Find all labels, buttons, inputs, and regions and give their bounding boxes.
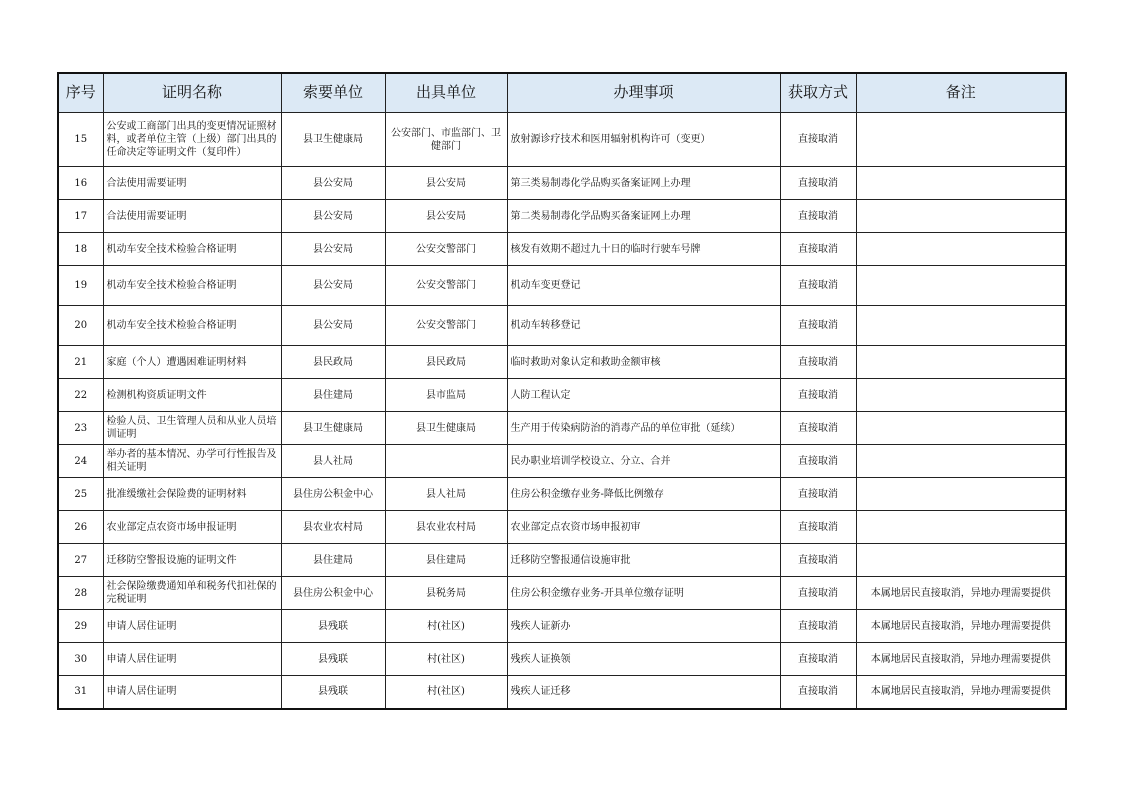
cell-no: 16 [58,167,103,200]
cell-issuer: 县市监局 [385,379,507,412]
cell-note [856,445,1066,478]
cell-note: 本属地居民直接取消，异地办理需要提供 [856,676,1066,709]
table-row [58,478,1066,511]
cell-name: 机动车安全技术检验合格证明 [103,306,281,346]
table-row [58,167,1066,200]
cell-requester: 县农业农村局 [281,511,385,544]
cell-requester: 县残联 [281,610,385,643]
cell-method: 直接取消 [780,346,856,379]
cell-name: 检测机构资质证明文件 [103,379,281,412]
table-row [58,233,1066,266]
table-row [58,610,1066,643]
cell-note [856,167,1066,200]
cell-method: 直接取消 [780,643,856,676]
table-row [58,511,1066,544]
table-row [58,676,1066,709]
cell-method: 直接取消 [780,445,856,478]
cell-method: 直接取消 [780,610,856,643]
table-row [58,266,1066,306]
cell-no: 24 [58,445,103,478]
cell-method: 直接取消 [780,511,856,544]
cell-matter: 迁移防空警报通信设施审批 [507,544,780,577]
cell-matter: 民办职业培训学校设立、分立、合并 [507,445,780,478]
cell-name: 合法使用需要证明 [103,167,281,200]
cell-name: 申请人居住证明 [103,643,281,676]
cell-note [856,478,1066,511]
cell-method: 直接取消 [780,233,856,266]
cell-requester: 县住建局 [281,379,385,412]
cell-matter: 第二类易制毒化学品购买备案证网上办理 [507,200,780,233]
cell-issuer: 县住建局 [385,544,507,577]
cell-no: 30 [58,643,103,676]
cell-issuer: 县税务局 [385,577,507,610]
cell-matter: 放射源诊疗技术和医用辐射机构许可（变更） [507,113,780,167]
cell-name: 机动车安全技术检验合格证明 [103,233,281,266]
header-issuer: 出具单位 [385,73,507,113]
cell-issuer: 县农业农村局 [385,511,507,544]
cell-name: 举办者的基本情况、办学可行性报告及相关证明 [103,445,281,478]
cell-note [856,511,1066,544]
cell-issuer: 村(社区) [385,676,507,709]
cell-note [856,544,1066,577]
cell-requester: 县民政局 [281,346,385,379]
cell-no: 26 [58,511,103,544]
cell-requester: 县卫生健康局 [281,113,385,167]
cell-note [856,113,1066,167]
cell-requester: 县公安局 [281,306,385,346]
table-row [58,643,1066,676]
cell-requester: 县公安局 [281,200,385,233]
cell-note [856,266,1066,306]
cell-matter: 生产用于传染病防治的消毒产品的单位审批（延续） [507,412,780,445]
header-method: 获取方式 [780,73,856,113]
cell-name: 申请人居住证明 [103,610,281,643]
cell-no: 29 [58,610,103,643]
cell-name: 公安或工商部门出具的变更情况证照材料，或者单位主管（上级）部门出具的任命决定等证明文件（复印件） [103,113,281,167]
cell-note [856,306,1066,346]
header-note: 备注 [856,73,1066,113]
cell-no: 22 [58,379,103,412]
table-row [58,544,1066,577]
table-row [58,379,1066,412]
cell-name: 迁移防空警报设施的证明文件 [103,544,281,577]
cell-requester: 县残联 [281,643,385,676]
header-requester: 索要单位 [281,73,385,113]
cell-requester: 县卫生健康局 [281,412,385,445]
table-row [58,200,1066,233]
cell-no: 18 [58,233,103,266]
cell-issuer: 村(社区) [385,610,507,643]
cell-matter: 住房公积金缴存业务-开具单位缴存证明 [507,577,780,610]
cell-issuer: 县卫生健康局 [385,412,507,445]
cell-method: 直接取消 [780,676,856,709]
cell-matter: 核发有效期不超过九十日的临时行驶车号牌 [507,233,780,266]
header-row [58,73,1066,113]
cell-requester: 县残联 [281,676,385,709]
certificate-table [57,72,1067,710]
cell-note [856,412,1066,445]
cell-name: 社会保险缴费通知单和税务代扣社保的完税证明 [103,577,281,610]
cell-issuer [385,445,507,478]
cell-note [856,233,1066,266]
cell-issuer: 公安交警部门 [385,233,507,266]
cell-no: 27 [58,544,103,577]
cell-method: 直接取消 [780,306,856,346]
cell-no: 23 [58,412,103,445]
table-row [58,445,1066,478]
cell-no: 19 [58,266,103,306]
cell-method: 直接取消 [780,200,856,233]
cell-no: 15 [58,113,103,167]
cell-note: 本属地居民直接取消，异地办理需要提供 [856,643,1066,676]
header-matter: 办理事项 [507,73,780,113]
header-no: 序号 [58,73,103,113]
cell-requester: 县住房公积金中心 [281,478,385,511]
cell-note [856,200,1066,233]
cell-no: 17 [58,200,103,233]
cell-issuer: 县公安局 [385,167,507,200]
cell-name: 农业部定点农资市场申报证明 [103,511,281,544]
cell-matter: 住房公积金缴存业务-降低比例缴存 [507,478,780,511]
cell-issuer: 县公安局 [385,200,507,233]
cell-no: 25 [58,478,103,511]
cell-note: 本属地居民直接取消，异地办理需要提供 [856,577,1066,610]
cell-matter: 机动车变更登记 [507,266,780,306]
cell-matter: 临时救助对象认定和救助金额审核 [507,346,780,379]
cell-matter: 残疾人证迁移 [507,676,780,709]
cell-matter: 残疾人证新办 [507,610,780,643]
cell-issuer: 县民政局 [385,346,507,379]
cell-requester: 县公安局 [281,266,385,306]
cell-method: 直接取消 [780,379,856,412]
cell-name: 检验人员、卫生管理人员和从业人员培训证明 [103,412,281,445]
cell-issuer: 县人社局 [385,478,507,511]
cell-matter: 第三类易制毒化学品购买备案证网上办理 [507,167,780,200]
cell-matter: 机动车转移登记 [507,306,780,346]
cell-note: 本属地居民直接取消，异地办理需要提供 [856,610,1066,643]
cell-method: 直接取消 [780,544,856,577]
cell-name: 家庭（个人）遭遇困难证明材料 [103,346,281,379]
cell-note [856,346,1066,379]
cell-note [856,379,1066,412]
cell-requester: 县住建局 [281,544,385,577]
cell-issuer: 公安部门、市监部门、卫健部门 [385,113,507,167]
cell-name: 批准缓缴社会保险费的证明材料 [103,478,281,511]
cell-issuer: 公安交警部门 [385,306,507,346]
header-name: 证明名称 [103,73,281,113]
cell-requester: 县公安局 [281,167,385,200]
cell-no: 21 [58,346,103,379]
cell-no: 28 [58,577,103,610]
table-row [58,306,1066,346]
cell-issuer: 公安交警部门 [385,266,507,306]
cell-no: 20 [58,306,103,346]
cell-requester: 县住房公积金中心 [281,577,385,610]
cell-method: 直接取消 [780,577,856,610]
cell-matter: 人防工程认定 [507,379,780,412]
cell-requester: 县公安局 [281,233,385,266]
cell-name: 申请人居住证明 [103,676,281,709]
table-row [58,113,1066,167]
cell-method: 直接取消 [780,266,856,306]
table-row [58,577,1066,610]
cell-no: 31 [58,676,103,709]
cell-requester: 县人社局 [281,445,385,478]
cell-matter: 农业部定点农资市场申报初审 [507,511,780,544]
table-row [58,346,1066,379]
cell-issuer: 村(社区) [385,643,507,676]
cell-name: 机动车安全技术检验合格证明 [103,266,281,306]
cell-method: 直接取消 [780,113,856,167]
table-row [58,412,1066,445]
cell-name: 合法使用需要证明 [103,200,281,233]
cell-method: 直接取消 [780,167,856,200]
cell-matter: 残疾人证换领 [507,643,780,676]
cell-method: 直接取消 [780,478,856,511]
cell-method: 直接取消 [780,412,856,445]
